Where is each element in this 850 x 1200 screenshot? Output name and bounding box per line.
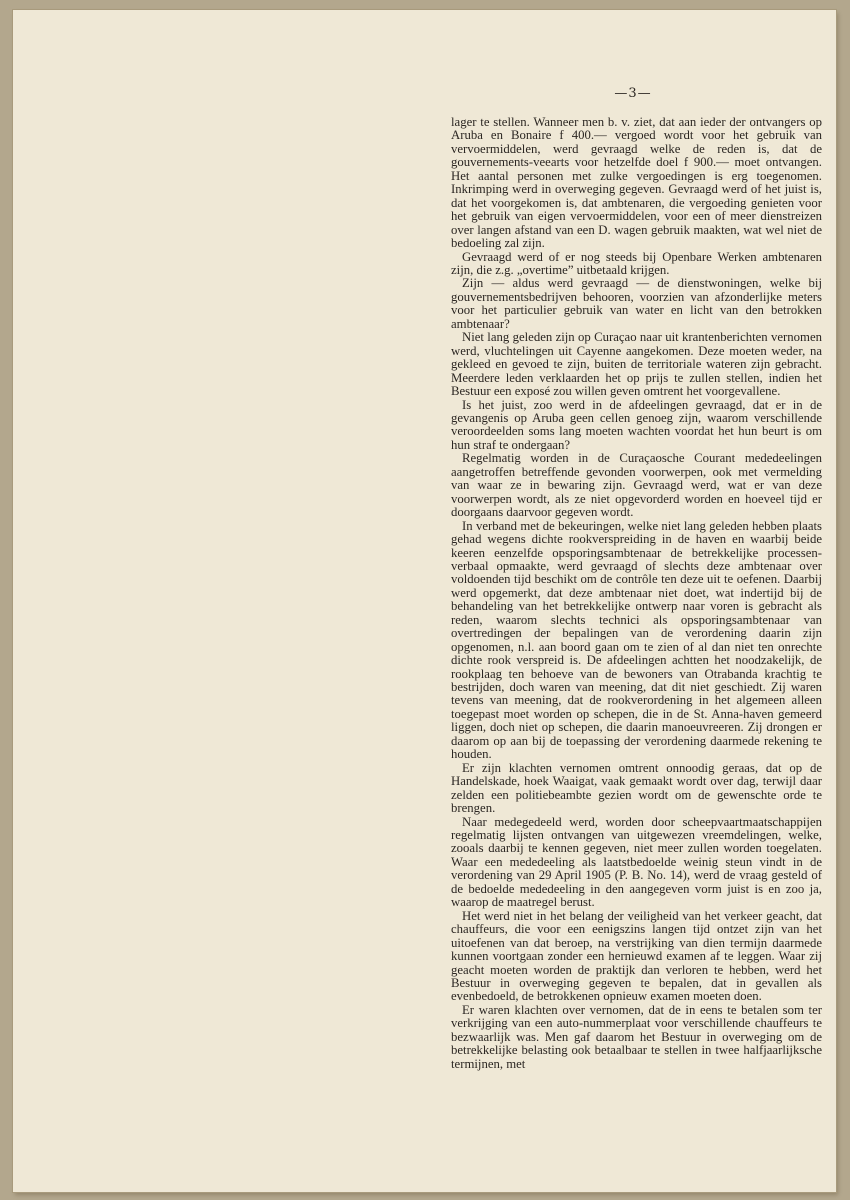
paragraph-geraas: Er zijn klachten vernomen omtrent onnoodig geraas, dat op de Handelskade, hoek Waaigat, vaak gemaakt wordt over dag, terwijl daar zelden een politiebeambte gezien wordt om de gewenschte orde te brengen. (451, 760, 822, 816)
paragraph-gevonden-voorwerpen: Regelmatig worden in de Curaçaosche Courant mededeelingen aangetroffen betreffende gevonden voorwerpen, ook met vermelding van waar ze in bewaring zijn. Gevraagd werd, wat er van deze voorwerpen wordt, als ze niet opgevorderd worden en hoeveel tijd er doorgaans daarvoor gegeven wordt. (451, 451, 822, 520)
paragraph-rookverordening: In verband met de bekeuringen, welke niet lang geleden hebben plaats gehad wegens dichte rookverspreiding in de haven en waarbij beide keeren eenzelfde opsporingsambtenaar de betrekkelijke processen-verbaal opmaakte, werd gevraagd of slechts deze ambtenaar over voldoenden tijd beschikt om de contrôle ten deze uit te oefenen. Daarbij werd opgemerkt, dat deze ambtenaar niet doet, wat indertijd bij de behandeling van het betrekkelijke ontwerp naar voren is gebracht als reden, waarom slechts technici als opsporingsambtenaar van overtredingen der bepalingen van de verordening daarin zijn opgenomen, n.l. aan boord gaan om te zien of al dan niet ten onrechte dichte rook verspreid is. De afdeelingen achtten het noodzakelijk, de rookplaag ten behoeve van de bewoners van Otrabanda krachtig te bestrijden, doch waren van meening, dat dit niet geschiedt. Zij waren tevens van meening, dat de rookverordening in het algemeen alleen toegepast moet worden op schepen, die in de St. Anna-haven gemeerd liggen, doch niet op schepen, die daarin manoeuvreeren. Zij drongen er daarom op aan bij de toepassing der verordening daarmede rekening te houden. (451, 518, 822, 762)
document-page (13, 10, 836, 1192)
paragraph-gevangenis: Is het juist, zoo werd in de afdeelingen gevraagd, dat er in de gevangenis op Aruba geen cellen genoeg zijn, waarom verschillende veroordeelden soms lang moeten wachten voordat het hun beurt is om hun straf te ondergaan? (451, 397, 822, 452)
paragraph-vergoedingen: lager te stellen. Wanneer men b. v. ziet, dat aan ieder der ontvangers op Aruba en Bonaire f 400.— vergoed wordt voor het gebruik van vervoermiddelen, werd gevraagd welke de reden is, dat de gouvernements-veearts voor hetzelfde doel f 900.— moet ontvangen. Het aantal personen met zulke vergoedingen is erg toegenomen. Inkrimping werd in overweging gegeven. Gevraagd werd of het juist is, dat het voorgekomen is, dat ambtenaren, die vergoeding genieten voor het gebruik van eigen vervoermiddelen, voor een of meer dienstreizen over langen afstand van een D. wagen gebruik maakten, wat wel niet de bedoeling zal zijn. (451, 115, 822, 251)
paragraph-chauffeurs: Het werd niet in het belang der veiligheid van het verkeer geacht, dat chauffeurs, die voor een eenigszins langen tijd ontzet zijn van het uitoefenen van dat beroep, na verstrijking van dien termijn daarmede kunnen voortgaan zonder een hernieuwd examen af te leggen. Waar zij geacht moeten worden de praktijk dan verloren te hebben, werd het Bestuur in overweging gegeven te bepalen, dat in gevallen als evenbedoeld, de betrokkenen opnieuw examen moeten doen. (451, 908, 822, 1004)
text-column (451, 116, 822, 1071)
page-number: —3— (614, 86, 652, 101)
paragraph-dienstwoningen: Zijn — aldus werd gevraagd — de dienstwoningen, welke bij gouvernementsbedrijven behooren, voorzien van afzonderlijke meters voor het particulier gebruik van water en licht van den betrokken ambtenaar? (451, 276, 822, 331)
paragraph-overtime: Gevraagd werd of er nog steeds bij Openbare Werken ambtenaren zijn, die z.g. „overtime” uitbetaald krijgen. (451, 249, 822, 277)
paragraph-nummerplaat: Er waren klachten over vernomen, dat de in eens te betalen som ter verkrijging van een auto-nummerplaat voor verschillende chauffeurs te bezwaarlijk was. Men gaf daarom het Bestuur in overweging om de betrekkelijke belasting ook betaalbaar te stellen in twee halfjaarlijksche termijnen, met (451, 1002, 822, 1071)
paragraph-vluchtelingen: Niet lang geleden zijn op Curaçao naar uit krantenberichten vernomen werd, vluchtelingen uit Cayenne aangekomen. Deze moeten weder, na gekleed en gevoed te zijn, buiten de territoriale wateren zijn gebracht. Meerdere leden verklaarden het op prijs te zullen stellen, indien het Bestuur een exposé zou willen geven omtrent het voorgevallene. (451, 330, 822, 399)
paragraph-vreemdelingen: Naar medegedeeld werd, worden door scheepvaartmaatschappijen regelmatig lijsten ontvangen van uitgewezen vreemdelingen, welke, zooals daarbij te kennen gegeven, niet meer zullen worden toegelaten. Waar een mededeeling als laatstbedoelde weinig steun vindt in de verordening van 29 April 1905 (P. B. No. 14), werd de vraag gesteld of de bedoelde mededeeling in den aangegeven vorm juist is en zoo ja, waarop de maatregel berust. (451, 814, 822, 910)
